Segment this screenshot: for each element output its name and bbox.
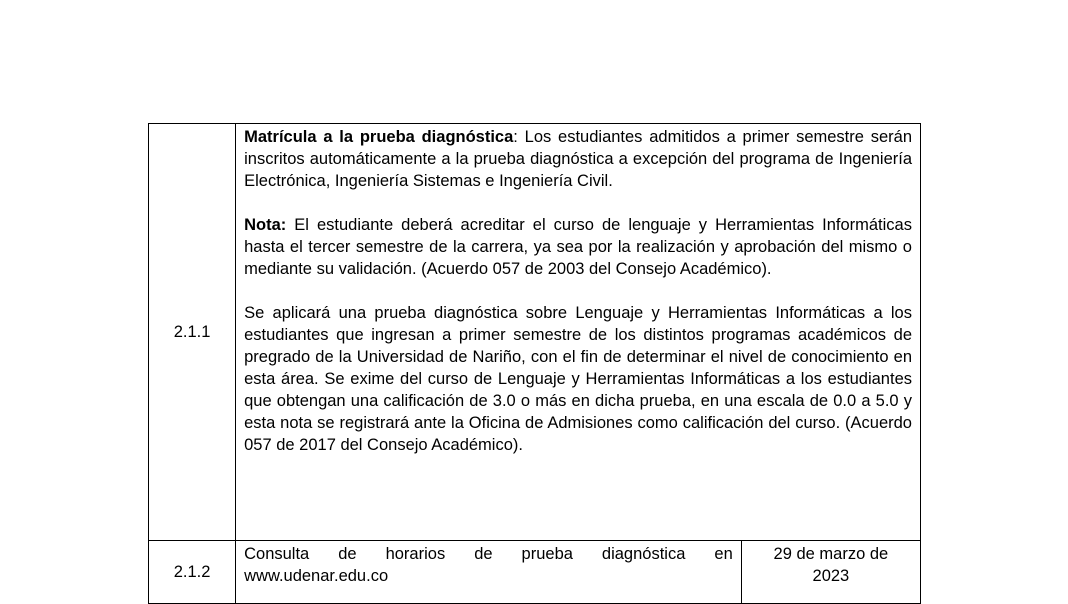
description-cell: [236, 541, 742, 604]
table-row: [149, 124, 921, 541]
item-number: 2.1.1: [173, 323, 211, 341]
item-number-cell: [149, 124, 236, 541]
table-row: [149, 541, 921, 604]
date-line-1: 29 de marzo de: [773, 545, 889, 563]
consulta-url: www.udenar.edu.co: [244, 567, 389, 585]
description-cell: [236, 124, 921, 541]
date-line-2: 2023: [812, 567, 850, 585]
matricula-title: Matrícula a la prueba diagnóstica: [244, 128, 514, 146]
aplicara-paragraph: Se aplicará una prueba diagnóstica sobre Lenguaje y Herramientas Informáticas a los estudiantes que ingresan a primer semestre de los distintos programas académicos de pregrado de la Universidad de Nariño, con el fin de determinar el nivel de conocimiento en esta área. Se exime del curso de Lenguaje y Herramientas Informáticas a los estudiantes que obtengan una calificación de 3.0 o más en dicha prueba, en una escala de 0.0 a 5.0 y esta nota se registrará ante la Oficina de Admisiones como calificación del curso. (Acuerdo 057 de 2017 del Consejo Académico).: [244, 304, 912, 454]
date-cell: [741, 541, 920, 604]
nota-label: Nota:: [244, 216, 287, 234]
item-number: 2.1.2: [173, 563, 211, 581]
matricula-paragraph: [244, 126, 912, 192]
item-number-cell: [149, 541, 236, 604]
matricula-body: : Los estudiantes admitidos a primer semestre serán inscritos automáticamente a la prueba diagnóstica a excepción del programa de Ingeniería Electrónica, Ingeniería Sistemas e Ingeniería Civil.: [244, 128, 912, 190]
calendar-table: [148, 123, 921, 604]
consulta-text: Consulta de horarios de prueba diagnóstica en: [244, 545, 733, 563]
nota-body: El estudiante deberá acreditar el curso de lenguaje y Herramientas Informáticas hasta el tercer semestre de la carrera, ya sea por la realización y aprobación del mismo o mediante su validación. (Acuerdo 057 de 2003 del Consejo Académico).: [244, 216, 912, 278]
nota-paragraph: [244, 214, 912, 280]
